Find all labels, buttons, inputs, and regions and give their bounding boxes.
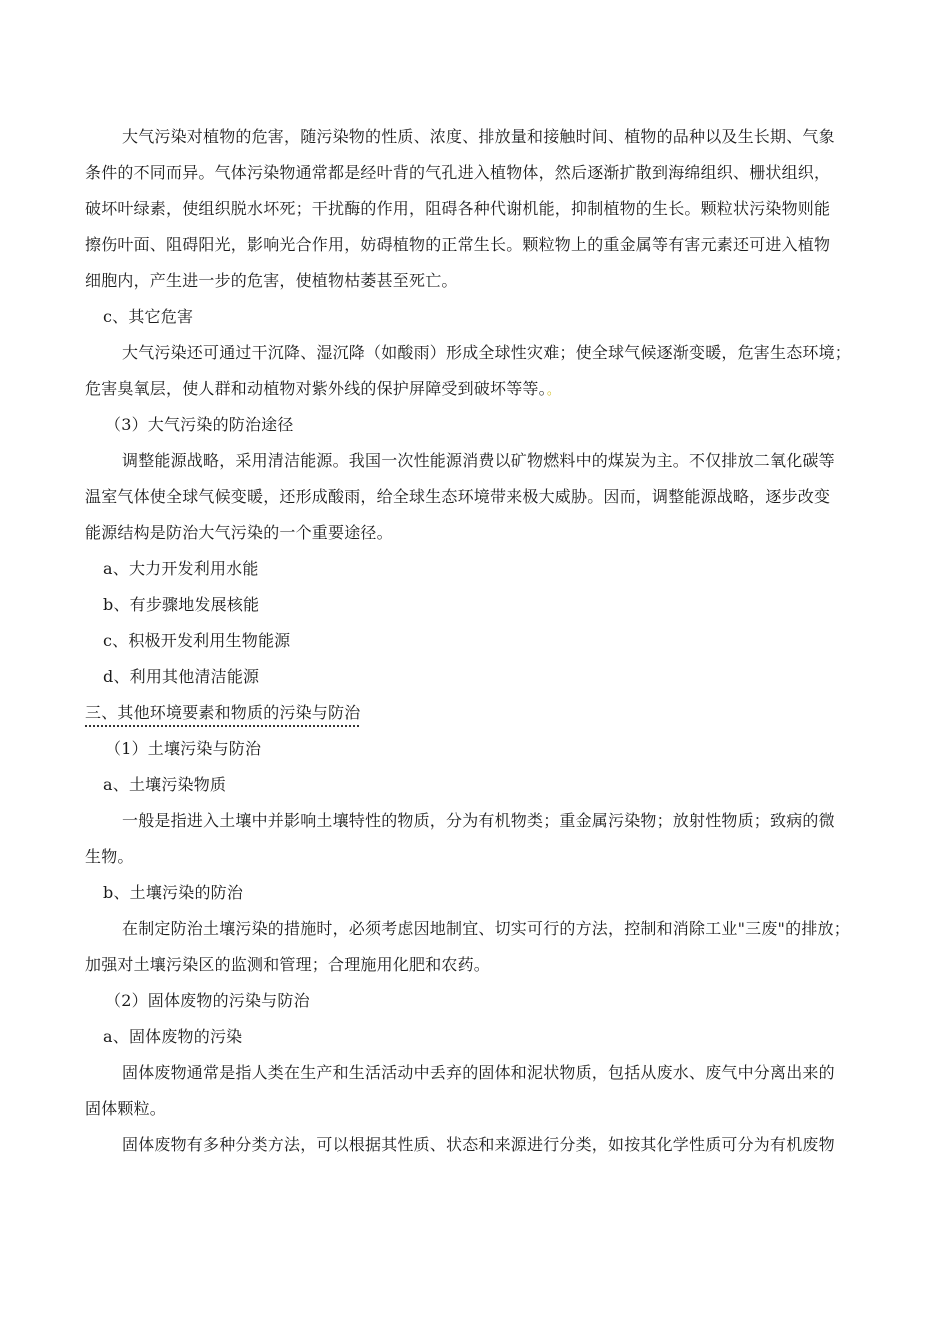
paragraph-line: 能源结构是防治大气污染的一个重要途径。 <box>85 523 393 542</box>
list-item: a、大力开发利用水能 <box>103 559 259 578</box>
section-heading <box>85 703 875 723</box>
paragraph-line: 加强对土壤污染区的监测和管理；合理施用化肥和农药。 <box>85 955 491 974</box>
section-heading: （2）固体废物的污染与防治 <box>105 991 310 1010</box>
paragraph-line: 一般是指进入土壤中并影响土壤特性的物质，分为有机物类；重金属污染物；放射性物质；致病的微 <box>122 811 835 830</box>
section-heading: （3）大气污染的防治途径 <box>105 415 294 434</box>
paragraph-line: 破坏叶绿素，使组织脱水坏死；干扰酶的作用，阻碍各种代谢机能，抑制植物的生长。颗粒状污染物则能 <box>85 199 831 218</box>
paragraph-line: 生物。 <box>85 847 134 866</box>
paragraph-line-text: 危害臭氧层，使人群和动植物对紫外线的保护屏障受到破坏等等。 <box>85 379 547 398</box>
section-heading-text: 三、其他环境要素和物质的污染与防治 <box>85 703 361 722</box>
section-heading: （1）土壤污染与防治 <box>105 739 262 758</box>
paragraph-line: 细胞内，产生进一步的危害，使植物枯萎甚至死亡。 <box>85 271 458 290</box>
paragraph-line: 固体废物通常是指人类在生产和生活活动中丢弃的固体和泥状物质，包括从废水、废气中分离出来的 <box>122 1063 835 1082</box>
list-item: b、有步骤地发展核能 <box>103 595 260 614</box>
paragraph-line <box>85 379 875 401</box>
paragraph-line: 固体颗粒。 <box>85 1099 167 1118</box>
list-item: c、积极开发利用生物能源 <box>103 631 291 650</box>
subheading: a、固体废物的污染 <box>103 1027 243 1046</box>
paragraph-line: 擦伤叶面、阻碍阳光，影响光合作用，妨碍植物的正常生长。颗粒物上的重金属等有害元素还可进入植物 <box>85 235 831 254</box>
paragraph-line: 在制定防治土壤污染的措施时，必须考虑因地制宜、切实可行的方法，控制和消除工业"三废"的排放； <box>122 919 850 938</box>
subheading: b、土壤污染的防治 <box>103 883 244 902</box>
subheading: c、其它危害 <box>103 307 194 326</box>
paragraph-line: 调整能源战略，采用清洁能源。我国一次性能源消费以矿物燃料中的煤炭为主。不仅排放二氧化碳等 <box>122 451 835 470</box>
paragraph-line: 大气污染还可通过干沉降、湿沉降（如酸雨）形成全球性灾难；使全球气候逐渐变暖，危害生态环境； <box>122 343 852 362</box>
paragraph-line: 固体废物有多种分类方法，可以根据其性质、状态和来源进行分类，如按其化学性质可分为有机废物 <box>122 1135 835 1154</box>
paragraph-line: 温室气体使全球气候变暖，还形成酸雨，给全球生态环境带来极大威胁。因而，调整能源战略，逐步改变 <box>85 487 831 506</box>
paragraph-line: 大气污染对植物的危害，随污染物的性质、浓度、排放量和接触时间、植物的品种以及生长期、气象 <box>122 127 835 146</box>
list-item: d、利用其他清洁能源 <box>103 667 260 686</box>
subheading: a、土壤污染物质 <box>103 775 227 794</box>
paragraph-line: 条件的不同而异。气体污染物通常都是经叶背的气孔进入植物体，然后逐渐扩散到海绵组织、栅状组织， <box>85 163 831 182</box>
highlight-mark: 。 <box>546 383 561 398</box>
